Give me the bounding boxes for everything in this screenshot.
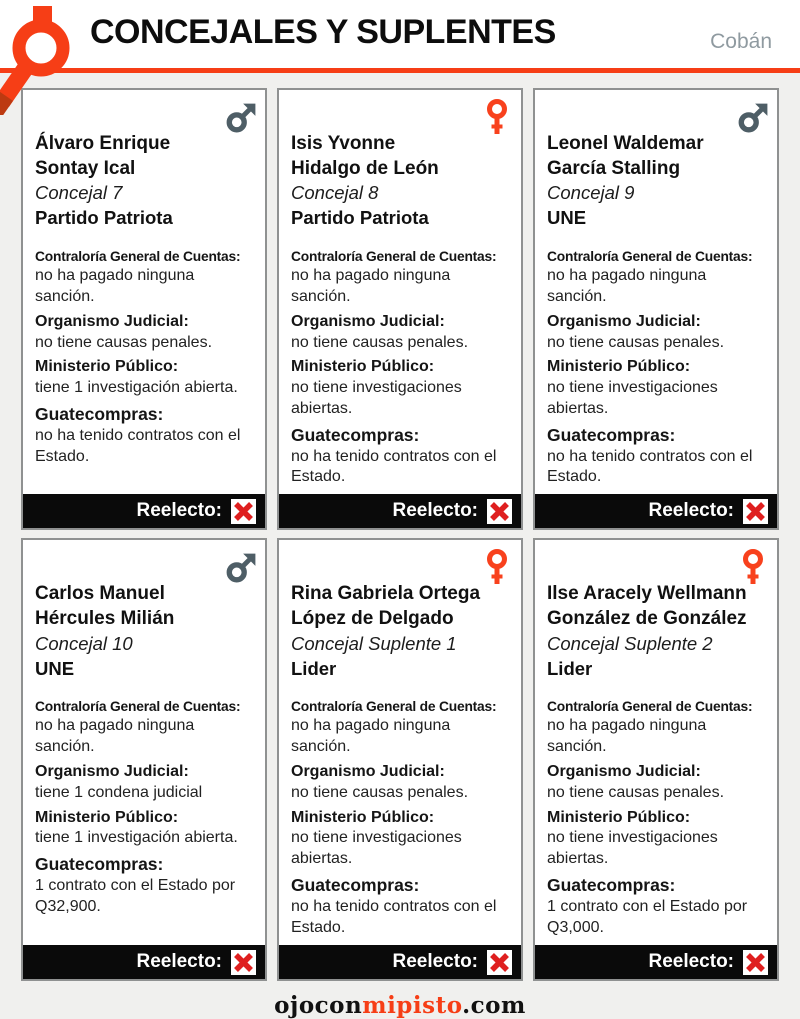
person-role: Concejal Suplente 1 xyxy=(291,632,457,654)
records xyxy=(547,698,765,938)
record-label: Guatecompras: xyxy=(291,874,420,895)
record-value: no tiene investigaciones abiertas. xyxy=(547,829,718,868)
record-value: no ha tenido contratos con el Estado. xyxy=(291,897,497,936)
person-role: Concejal Suplente 2 xyxy=(547,632,713,654)
record-value: no tiene causas penales. xyxy=(547,783,725,801)
site-suffix: .com xyxy=(462,992,526,1019)
reelected-no-icon xyxy=(743,499,768,524)
record-label: Ministerio Público: xyxy=(291,808,435,826)
person-party: Partido Patriota xyxy=(35,207,173,229)
record-value: tiene 1 condena judicial xyxy=(35,783,203,801)
record-label: Guatecompras: xyxy=(547,424,676,445)
record-value: no ha pagado ninguna sanción. xyxy=(547,267,707,306)
records xyxy=(35,698,253,917)
person-name: Isis Yvonne Hidalgo de León xyxy=(291,133,439,179)
record-label: Ministerio Público: xyxy=(35,808,179,826)
record-value: no ha tenido contratos con el Estado. xyxy=(291,447,497,486)
reelected-no-icon xyxy=(487,950,512,975)
record-value: no ha tenido contratos con el Estado. xyxy=(547,447,753,486)
person-party: UNE xyxy=(547,207,587,229)
person-party: Partido Patriota xyxy=(291,207,429,229)
record-label: Ministerio Público: xyxy=(291,358,435,376)
record-label: Contraloría General de Cuentas: xyxy=(547,249,753,265)
person-name: Rina Gabriela Ortega López de Delgado xyxy=(291,583,481,629)
person-role: Concejal 7 xyxy=(35,182,123,204)
person-name: Leonel Waldemar García Stalling xyxy=(547,133,704,179)
reelected-bar xyxy=(535,945,777,979)
record-label: Ministerio Público: xyxy=(35,358,179,376)
person-role: Concejal 10 xyxy=(35,632,133,654)
records xyxy=(547,248,765,488)
site-highlight: mipisto xyxy=(362,992,463,1019)
location-label: Cobán xyxy=(710,30,772,53)
record-label: Organismo Judicial: xyxy=(291,762,445,780)
record-value: no ha pagado ninguna sanción. xyxy=(35,717,195,756)
female-icon xyxy=(481,98,513,136)
record-value: no tiene causas penales. xyxy=(547,333,725,351)
record-label: Organismo Judicial: xyxy=(35,762,189,780)
reelected-label: Reelecto: xyxy=(648,951,734,973)
record-label: Organismo Judicial: xyxy=(547,762,701,780)
female-icon xyxy=(737,548,769,586)
record-label: Ministerio Público: xyxy=(547,358,691,376)
person-party: UNE xyxy=(35,657,75,679)
records xyxy=(35,248,253,467)
male-icon xyxy=(225,98,257,136)
person-role: Concejal 8 xyxy=(291,182,379,204)
records xyxy=(291,248,509,488)
accent-divider xyxy=(0,68,800,73)
reelected-no-icon xyxy=(487,499,512,524)
card-concejal-suplente-2 xyxy=(533,538,779,981)
reelected-label: Reelecto: xyxy=(136,500,222,522)
record-value: no ha pagado ninguna sanción. xyxy=(547,717,707,756)
reelected-no-icon xyxy=(231,499,256,524)
reelected-bar xyxy=(23,945,265,979)
record-label: Guatecompras: xyxy=(35,404,164,425)
male-icon xyxy=(225,548,257,586)
record-value: no tiene investigaciones abiertas. xyxy=(291,379,462,418)
record-label: Contraloría General de Cuentas: xyxy=(291,699,497,715)
record-value: no tiene causas penales. xyxy=(35,333,213,351)
page-title: CONCEJALES Y SUPLENTES xyxy=(90,13,556,51)
person-role: Concejal 9 xyxy=(547,182,635,204)
cards-row-2 xyxy=(21,538,779,981)
record-value: no ha pagado ninguna sanción. xyxy=(35,267,195,306)
reelected-label: Reelecto: xyxy=(648,500,734,522)
card-concejal-9 xyxy=(533,88,779,530)
record-label: Guatecompras: xyxy=(547,874,676,895)
person-name: Carlos Manuel Hércules Milián xyxy=(35,583,175,629)
magnifier-logo-icon xyxy=(0,0,100,115)
header xyxy=(0,0,800,73)
reelected-bar xyxy=(23,494,265,528)
site-wordmark xyxy=(0,992,800,1019)
male-icon xyxy=(737,98,769,136)
card-concejal-10 xyxy=(21,538,267,981)
card-concejal-8 xyxy=(277,88,523,530)
record-label: Organismo Judicial: xyxy=(35,312,189,330)
reelected-bar xyxy=(279,945,521,979)
record-label: Contraloría General de Cuentas: xyxy=(35,249,241,265)
reelected-no-icon xyxy=(743,950,768,975)
person-name: Ilse Aracely Wellmann González de González xyxy=(547,583,747,629)
record-label: Organismo Judicial: xyxy=(547,312,701,330)
record-label: Organismo Judicial: xyxy=(291,312,445,330)
card-concejal-suplente-1 xyxy=(277,538,523,981)
person-name: Álvaro Enrique Sontay Ical xyxy=(35,133,171,179)
record-value: no tiene causas penales. xyxy=(291,333,469,351)
record-value: no tiene investigaciones abiertas. xyxy=(291,829,462,868)
reelected-no-icon xyxy=(231,950,256,975)
record-label: Contraloría General de Cuentas: xyxy=(291,249,497,265)
reelected-label: Reelecto: xyxy=(392,500,478,522)
record-value: no ha pagado ninguna sanción. xyxy=(291,717,451,756)
reelected-label: Reelecto: xyxy=(392,951,478,973)
reelected-label: Reelecto: xyxy=(136,951,222,973)
female-icon xyxy=(481,548,513,586)
record-value: no tiene causas penales. xyxy=(291,783,469,801)
record-value: no ha pagado ninguna sanción. xyxy=(291,267,451,306)
record-value: 1 contrato con el Estado por Q32,900. xyxy=(35,876,236,915)
record-value: no tiene investigaciones abiertas. xyxy=(547,379,718,418)
record-value: no ha tenido contratos con el Estado. xyxy=(35,426,241,465)
record-value: tiene 1 investigación abierta. xyxy=(35,379,238,397)
reelected-bar xyxy=(535,494,777,528)
record-label: Ministerio Público: xyxy=(547,808,691,826)
records xyxy=(291,698,509,938)
record-label: Guatecompras: xyxy=(291,424,420,445)
card-concejal-7 xyxy=(21,88,267,530)
record-label: Guatecompras: xyxy=(35,854,164,875)
record-label: Contraloría General de Cuentas: xyxy=(547,699,753,715)
person-party: Lider xyxy=(291,657,337,679)
cards-row-1 xyxy=(21,88,779,530)
site-prefix: ojocon xyxy=(274,992,363,1019)
record-label: Contraloría General de Cuentas: xyxy=(35,699,241,715)
record-value: tiene 1 investigación abierta. xyxy=(35,829,238,847)
person-party: Lider xyxy=(547,657,593,679)
record-value: 1 contrato con el Estado por Q3,000. xyxy=(547,897,748,936)
reelected-bar xyxy=(279,494,521,528)
